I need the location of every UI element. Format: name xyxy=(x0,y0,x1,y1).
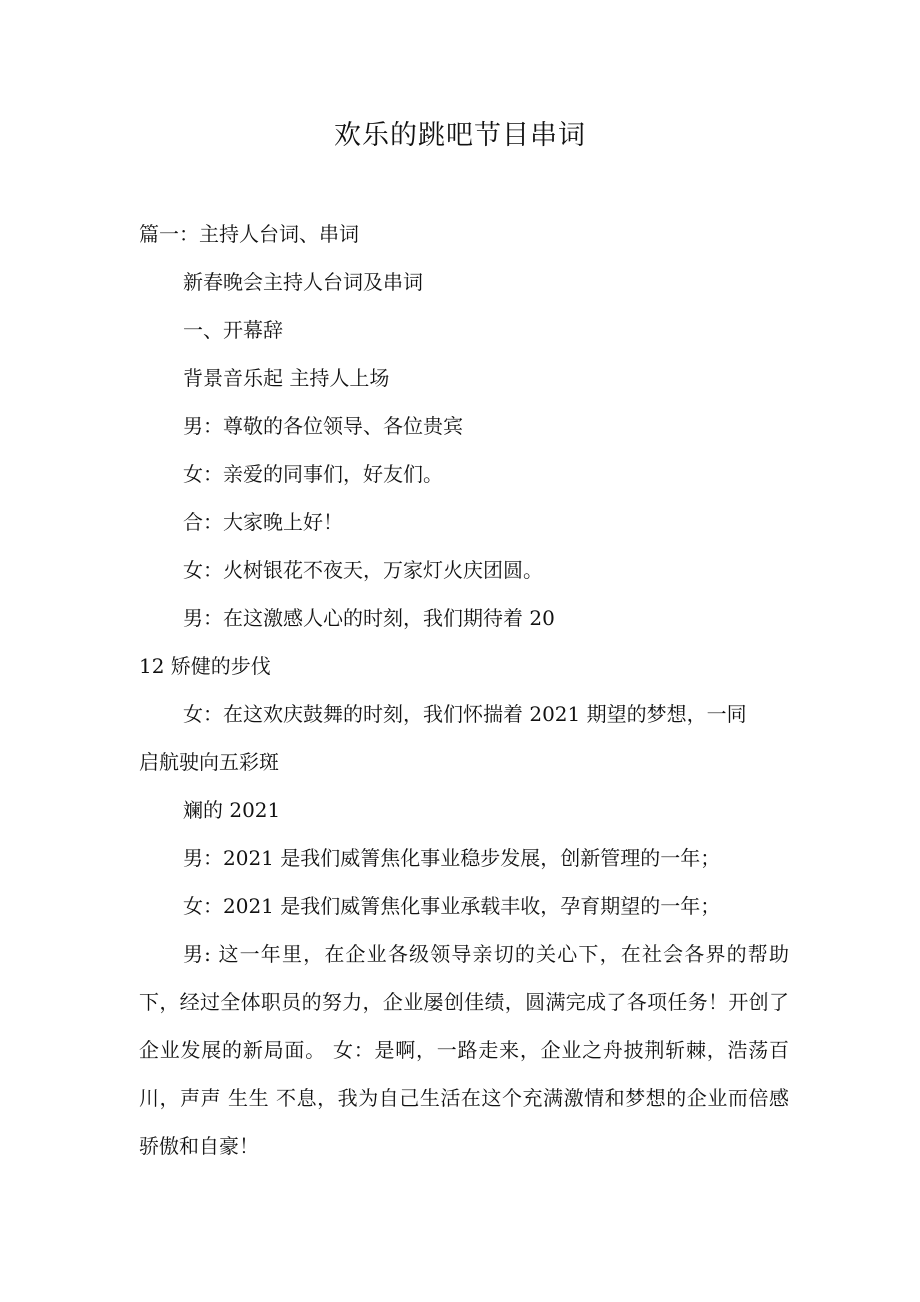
dialogue-line-continuation: 斓的 2021 xyxy=(183,798,281,822)
dialogue-line: 女：2021 是我们威箐焦化事业承载丰收，孕育期望的一年； xyxy=(183,894,721,918)
dialogue-line: 女：亲爱的同事们，好友们。 xyxy=(183,462,443,486)
dialogue-line-continuation: 12 矫健的步伐 xyxy=(139,654,271,678)
stage-direction: 背景音乐起 主持人上场 xyxy=(183,366,390,390)
document-body xyxy=(139,210,789,1170)
dialogue-line: 男：在这激感人心的时刻，我们期待着 20 xyxy=(183,606,555,630)
section-title: 一、开幕辞 xyxy=(183,318,283,342)
dialogue-line: 男：2021 是我们威箐焦化事业稳步发展，创新管理的一年； xyxy=(183,846,721,870)
dialogue-paragraph: 男: 这一年里，在企业各级领导亲切的关心下，在社会各界的帮助下，经过全体职员的努力，企业屡创佳绩，圆满完成了各项任务！开创了企业发展的新局面。 女：是啊，一路走来，企业之舟披荆斩棘，浩荡百川，声声 生生 不息，我为自己生活在这个充满激情和梦想的企业而倍感骄傲和自豪！ xyxy=(139,942,789,1158)
subheading: 新春晚会主持人台词及串词 xyxy=(183,270,423,294)
document-title: 欢乐的跳吧节目串词 xyxy=(334,120,586,151)
dialogue-line: 女：火树银花不夜天，万家灯火庆团圆。 xyxy=(183,558,543,582)
dialogue-line: 男：尊敬的各位领导、各位贵宾 xyxy=(183,414,463,438)
dialogue-line: 女：在这欢庆鼓舞的时刻，我们怀揣着 2021 期望的梦想，一同 xyxy=(183,702,747,726)
section-heading: 篇一：主持人台词、串词 xyxy=(139,222,359,246)
dialogue-line-continuation: 启航驶向五彩斑 xyxy=(139,750,279,774)
dialogue-line: 合：大家晚上好！ xyxy=(183,510,343,534)
